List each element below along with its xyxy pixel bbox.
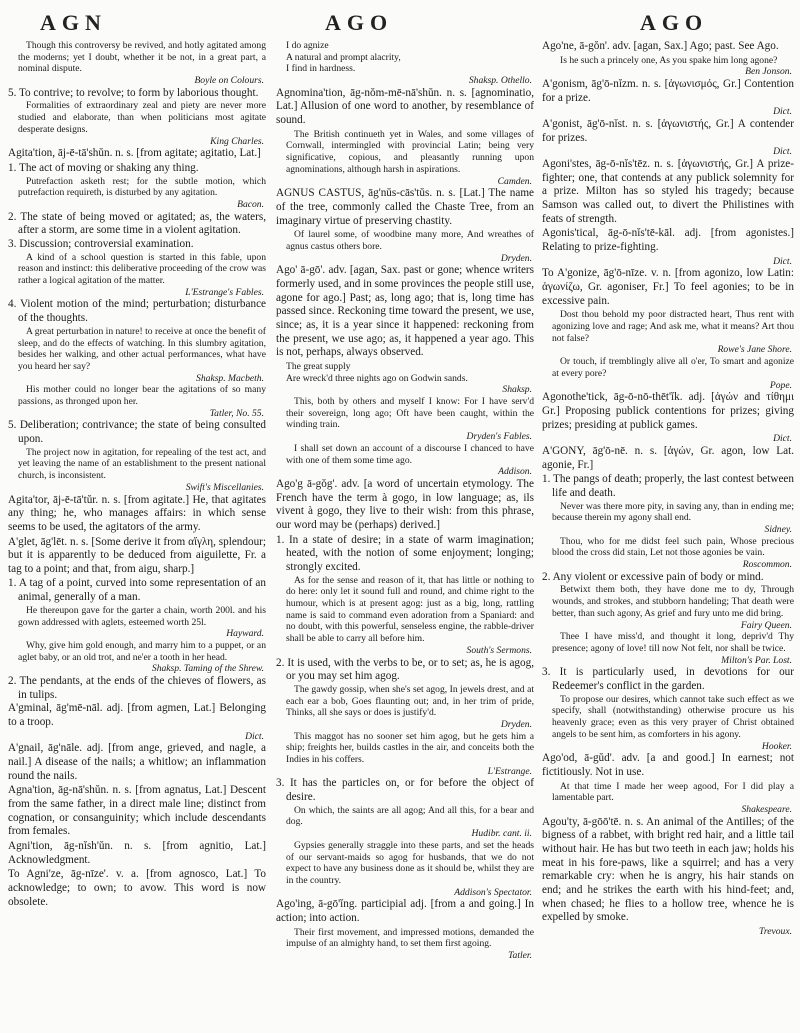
quotation: Is he such a princely one, As you spake him long agone?: [560, 54, 778, 66]
sense: 2. Any violent or excessive pain of body or mind.: [542, 570, 764, 583]
citation: Camden.: [497, 175, 532, 187]
citation: Addison's Spectator.: [454, 886, 532, 898]
citation: L'Estrange's Fables.: [185, 286, 264, 298]
verse-line: Are wreck'd three nights ago on Godwin sands.: [286, 372, 468, 384]
entry-agitation: Agita'tion, āj-ē-tā'shŭn. n. s. [from agitate; agitatio, Lat.]: [8, 147, 261, 160]
quotation: Never was there more pity, in saving any, than in ending me; because therein my agony shall end.: [552, 500, 794, 524]
citation: Milton's Par. Lost.: [721, 654, 792, 666]
entry-agonistes: Agoni'stes, āg-ō-nĭs'tēz. n. s. [ἀγωνιστής, Gr.] A prize-fighter; one, that contends at any publick solemnity for a prize. Milton has so styled his tragedy; because Samson was called out, to divert the Philistines with feats of strength.: [542, 158, 794, 225]
citation: Trevoux.: [759, 925, 792, 937]
header-right-guide-word: AGO: [640, 10, 709, 35]
sense: 1. In a state of desire; in a state of warm imagination; heated, with the notion of some enjoyment; longing; strongly excited.: [276, 533, 534, 573]
quotation: Thee I have miss'd, and thought it long, depriv'd Thy presence; agony of love! till now Not felt, nor shall be twice.: [552, 631, 794, 654]
citation: Dict.: [773, 433, 792, 445]
quotation: To propose our desires, which cannot take such effect as we specify, shall (notwithstanding) otherwise procure us his heavenly grace; even as this very prayer of Christ obtained angels to be sent him, as comforters in his agony.: [552, 693, 794, 740]
verse-line: I find in hardness.: [286, 63, 356, 75]
entry-agony: A'GONY, āg'ō-nē. n. s. [ἀγών, Gr. agon, low Lat. agonie, Fr.]: [542, 444, 794, 471]
citation: Dryden.: [500, 718, 532, 730]
citation: Shaksp. Macbeth.: [196, 372, 264, 384]
citation: Dict.: [245, 730, 264, 742]
citation: Tatler.: [508, 950, 532, 962]
header-left-guide-word: AGN: [40, 10, 107, 35]
citation: Hudibr. cant. ii.: [471, 828, 532, 840]
sense: 3. Discussion; controversial examination.: [8, 238, 194, 251]
quotation: Their first movement, and impressed motions, demanded the impulse of an almighty hand, to set them first agoing.: [286, 926, 534, 950]
entry-agonism: A'gonism, āg'ō-nĭzm. n. s. [ἀγωνισμός, Gr.] Contention for a prize.: [542, 78, 794, 104]
citation: Dryden's Fables.: [466, 431, 532, 443]
entry-agonize: To A'gonize, āg'ō-nīze. v. n. [from agonizo, low Latin: ἀγωνίζω, Gr. agoniser, Fr.] To feel agonies; to be in excessive pain.: [542, 267, 794, 307]
citation: Rowe's Jane Shore.: [717, 344, 792, 356]
entry-agitator: Agita'tor, āj-ē-tā'tŭr. n. s. [from agitate.] He, that agitates any thing; he, who manages affairs: in which sense seems to be used, the agitators of the army.: [8, 493, 266, 533]
running-header: [0, 10, 800, 38]
citation: Bacon.: [237, 199, 264, 210]
citation: Dict.: [773, 146, 792, 158]
quotation: Though this controversy be revived, and hotly agitated among the moderns; yet I doubt, whether it be not, in a great part, a nominal dispute.: [18, 40, 266, 75]
quotation: Or touch, if tremblingly alive all o'er, To smart and agonize at every pore?: [552, 356, 794, 379]
citation: Dryden.: [500, 252, 532, 264]
entry-agouty: Agou'ty, ā-gōō'tē. n. s. An animal of the Antilles; of the bigness of a rabbet, with bright red hair, and a little tail without hair. He has but two teeth in each jaw; holds his meat in his fore-paws, like a squirrel; and has a very remarkable cry: when he is angry, his hair stands on end; and he strikes the earth with his hind-feet; and, when chased; he flies to a hollow tree, whence he is expelled by smoke.: [542, 815, 794, 924]
citation: Boyle on Colours.: [194, 75, 264, 87]
citation: Dict.: [773, 255, 792, 267]
citation: Swift's Miscellanies.: [185, 481, 264, 493]
quotation: This, both by others and myself I know: For I have serv'd their sovereign, long ago; Oft have been caught, within the winding train.: [286, 396, 534, 431]
citation: Sidney.: [764, 523, 792, 535]
verse-line: The great supply: [286, 360, 351, 372]
quotation: A great perturbation in nature! to receive at once the benefit of sleep, and do the effects of watching. In this slumbry agitation, besides her walking, and other actual performances, what have you heard her say?: [18, 325, 266, 372]
verse-line: I do agnize: [286, 40, 329, 51]
entry-ago: Ago' ā-gō'. adv. [agan, Sax. past or gone; whence writers formerly used, and in some provinces the people still use, agone for ago.] Past; as, long ago; that is, long time has passed since. Reckoning time toward the present, we use, since; as, it is a year since it happened: reckoning from the present, we use ago; as, it happened a year ago. This is not, perhaps, always observed.: [276, 264, 534, 359]
quotation: Gypsies generally straggle into these parts, and set the heads of our servant-maids so agog for husbands, that we do not expect to have any business done as it should be, whilst they are in the country.: [286, 839, 534, 886]
citation: Shaksp. Othello.: [468, 75, 532, 87]
quotation: As for the sense and reason of it, that has little or nothing to do here: only let it sound full and round, and chime right to the humour, which is at present agog: just as a big, long, rattling name is said to command even adoration from a Spaniard: and no doubt, with this powerful, senseless engine, the rabble-driver shall be able to carry all before him.: [286, 574, 534, 645]
entry-agood: Ago'od, ā-gŭd'. adv. [a and good.] In earnest; not fictitiously. Not in use.: [542, 752, 794, 778]
entry-agog: Ago'g ā-gŏg'. adv. [a word of uncertain etymology. The French have the term à gogo, in low language; as, ils vivent à gogo, they live to their wish: from this phrase, our word may be (perhaps) derived.]: [276, 478, 534, 531]
entry-agminal: A'gminal, āg'mē-nāl. adj. [from agmen, Lat.] Belonging to a troop.: [8, 702, 266, 728]
quotation: I shall set down an account of a discourse I chanced to have with one of them some time ago.: [286, 442, 534, 466]
quotation: On which, the saints are all agog; And all this, for a bear and dog.: [286, 804, 534, 828]
quotation: At that time I made her weep agood, For I did play a lamentable part.: [552, 780, 794, 804]
header-center-guide-word: AGO: [325, 10, 394, 35]
quotation: His mother could no longer bear the agitations of so many passions, as thronged upon her.: [18, 384, 266, 408]
sense: 4. Violent motion of the mind; perturbation; disturbance of the thoughts.: [8, 298, 266, 325]
quotation: The British continueth yet in Wales, and some villages of Cornwall, intermingled with provincial Latin; being very significative, copious, and pleasantly running upon agnominations, although harsh in aspirations.: [286, 128, 534, 175]
quotation: Putrefaction asketh rest; for the subtle motion, which putrefaction requireth, is disturbed by any agitation.: [18, 175, 266, 199]
quotation: This maggot has no sooner set him agog, but he gets him a ship; freights her, builds castles in the air, and conceits both the Indies in his coffers.: [286, 730, 534, 766]
entry-aglet: A'glet, āg'lēt. n. s. [Some derive it from αἴγλη, splendour; but it is apparently to be deduced from aiguilette, Fr. a tag to a point; and that, from aigu, sharp.]: [8, 535, 266, 575]
sense: 1. The pangs of death; properly, the last contest between life and death.: [542, 473, 794, 499]
sense: 2. It is used, with the verbs to be, or to set; as, he is agog, or you may set him agog.: [276, 656, 534, 683]
citation: King Charles.: [210, 135, 264, 147]
quotation: Formalities of extraordinary zeal and piety are never more studied and elaborate, than when politicians most agitate desperate designs.: [18, 100, 266, 135]
entry-agnition: Agni'tion, āg-nĭsh'ŭn. n. s. [from agnitio, Lat.] Acknowledgment.: [8, 839, 266, 866]
citation: Shaksp. Taming of the Shrew.: [151, 663, 264, 675]
sense: 1. A tag of a point, curved into some representation of an animal, generally of a man.: [8, 577, 266, 604]
quotation: Of laurel some, of woodbine many more, And wreathes of agnus castus others bore.: [286, 229, 534, 252]
citation: L'Estrange.: [487, 765, 532, 777]
entry-agnus-castus: AGNUS CASTUS, āg'nŭs-cās'tŭs. n. s. [Lat.] The name of the tree, commonly called the Chaste Tree, from an imaginary virtue of preserving chastity.: [276, 187, 534, 227]
sense: 5. To contrive; to revolve; to form by laborious thought.: [8, 86, 259, 99]
citation: Shakespeare.: [741, 803, 792, 815]
quotation: Betwixt them both, they have done me to dy, Through wounds, and strokes, and stubborn handeling; That death were better, than such agony, As grief and fury unto me did bring.: [552, 584, 794, 619]
sense: 3. It has the particles on, or for before the object of desire.: [276, 777, 534, 804]
entry-agoing: Ago'ing, ā-gō'ĭng. participial adj. [from a and going.] In action; into action.: [276, 898, 534, 925]
column-1: [8, 40, 266, 1025]
quotation: Why, give him gold enough, and marry him to a puppet, or an aglet baby, or an old trot, and ne'er a tooth in her head.: [18, 639, 266, 663]
citation: South's Sermons.: [466, 644, 532, 656]
citation: Shaksp.: [502, 384, 532, 396]
column-3: [542, 40, 794, 1025]
sense: 2. The pendants, at the ends of the chieves of flowers, as in tulips.: [8, 675, 266, 701]
quotation: A kind of a school question is started in this fable, upon reason and instinct: this deliberative proceeding of the crow was rather a logical agitation of the matter.: [18, 251, 266, 287]
entry-agonistical: Agonis'tical, āg-ō-nĭs'tē-kāl. adj. [from agonistes.] Relating to prize-fighting.: [542, 227, 794, 254]
citation: Roscommon.: [742, 559, 792, 571]
sense: 3. It is particularly used, in devotions for our Redeemer's conflict in the garden.: [542, 666, 794, 693]
quotation: He thereupon gave for the garter a chain, worth 200l. and his gown addressed with aglets, esteemed worth 25l.: [18, 604, 266, 628]
entry-agnail: A'gnail, āg'nāle. adj. [from ange, grieved, and nagle, a nail.] A disease of the nails; a whitlow; an inflammation round the nails.: [8, 742, 266, 782]
citation: Dict.: [773, 106, 792, 118]
citation: Ben Jonson.: [745, 66, 792, 78]
citation: Tatler, No. 55.: [209, 407, 264, 419]
citation: Hayward.: [226, 628, 264, 640]
column-2: [276, 40, 534, 1025]
entry-agnation: Agna'tion, āg-nā'shŭn. n. s. [from agnatus, Lat.] Descent from the same father, in a direct male line; distinct from cognation, or consanguinity; which include descendants from females.: [8, 784, 266, 838]
citation: Addison.: [498, 466, 532, 478]
verse-line: A natural and prompt alacrity,: [286, 51, 401, 63]
sense: 1. The act of moving or shaking any thing.: [8, 161, 199, 174]
entry-agnomination: Agnomina'tion, āg-nŏm-mē-nā'shŭn. n. s. [agnominatio, Lat.] Allusion of one word to another, by resemblance of sound.: [276, 86, 534, 127]
citation: Hooker.: [761, 740, 792, 752]
entry-agonothetick: Agonothe'tick, āg-ō-nō-thēt'ĭk. adj. [ἀγών and τίθημι Gr.] Proposing publick contentions for prizes; giving prizes; presiding at publick games.: [542, 391, 794, 431]
entry-agone: Ago'ne, ā-gŏn'. adv. [agan, Sax.] Ago; past. See Ago.: [542, 40, 779, 52]
quotation: The gawdy gossip, when she's set agog, In jewels drest, and at each ear a bob, Goes flaunting out; and, in her trim of pride, Thinks, all she says or does is justify'd.: [286, 683, 534, 719]
sense: 2. The state of being moved or agitated; as, the waters, after a storm, are some time in a violent agitation.: [8, 210, 266, 237]
citation: Fairy Queen.: [740, 619, 792, 631]
citation: Pope.: [769, 379, 792, 391]
quotation: The project now in agitation, for repealing of the test act, and yet leaving the name of an establishment to the present national church, is inconsistent.: [18, 446, 266, 482]
quotation: Dost thou behold my poor distracted heart, Thus rent with agonizing love and rage; And ask me, what it means? Art thou not false?: [552, 309, 794, 344]
entry-agnize: To Agni'ze, āg-nīze'. v. a. [from agnosco, Lat.] To acknowledge; to own; to avow. This word is now obsolete.: [8, 868, 266, 908]
sense: 5. Deliberation; contrivance; the state of being consulted upon.: [8, 419, 266, 446]
entry-agonist: A'gonist, āg'ō-nĭst. n. s. [ἀγωνιστής, Gr.] A contender for prizes.: [542, 118, 794, 144]
quotation: Thou, who for me didst feel such pain, Whose precious blood the cross did stain, Let not those agonies be vain.: [552, 535, 794, 559]
